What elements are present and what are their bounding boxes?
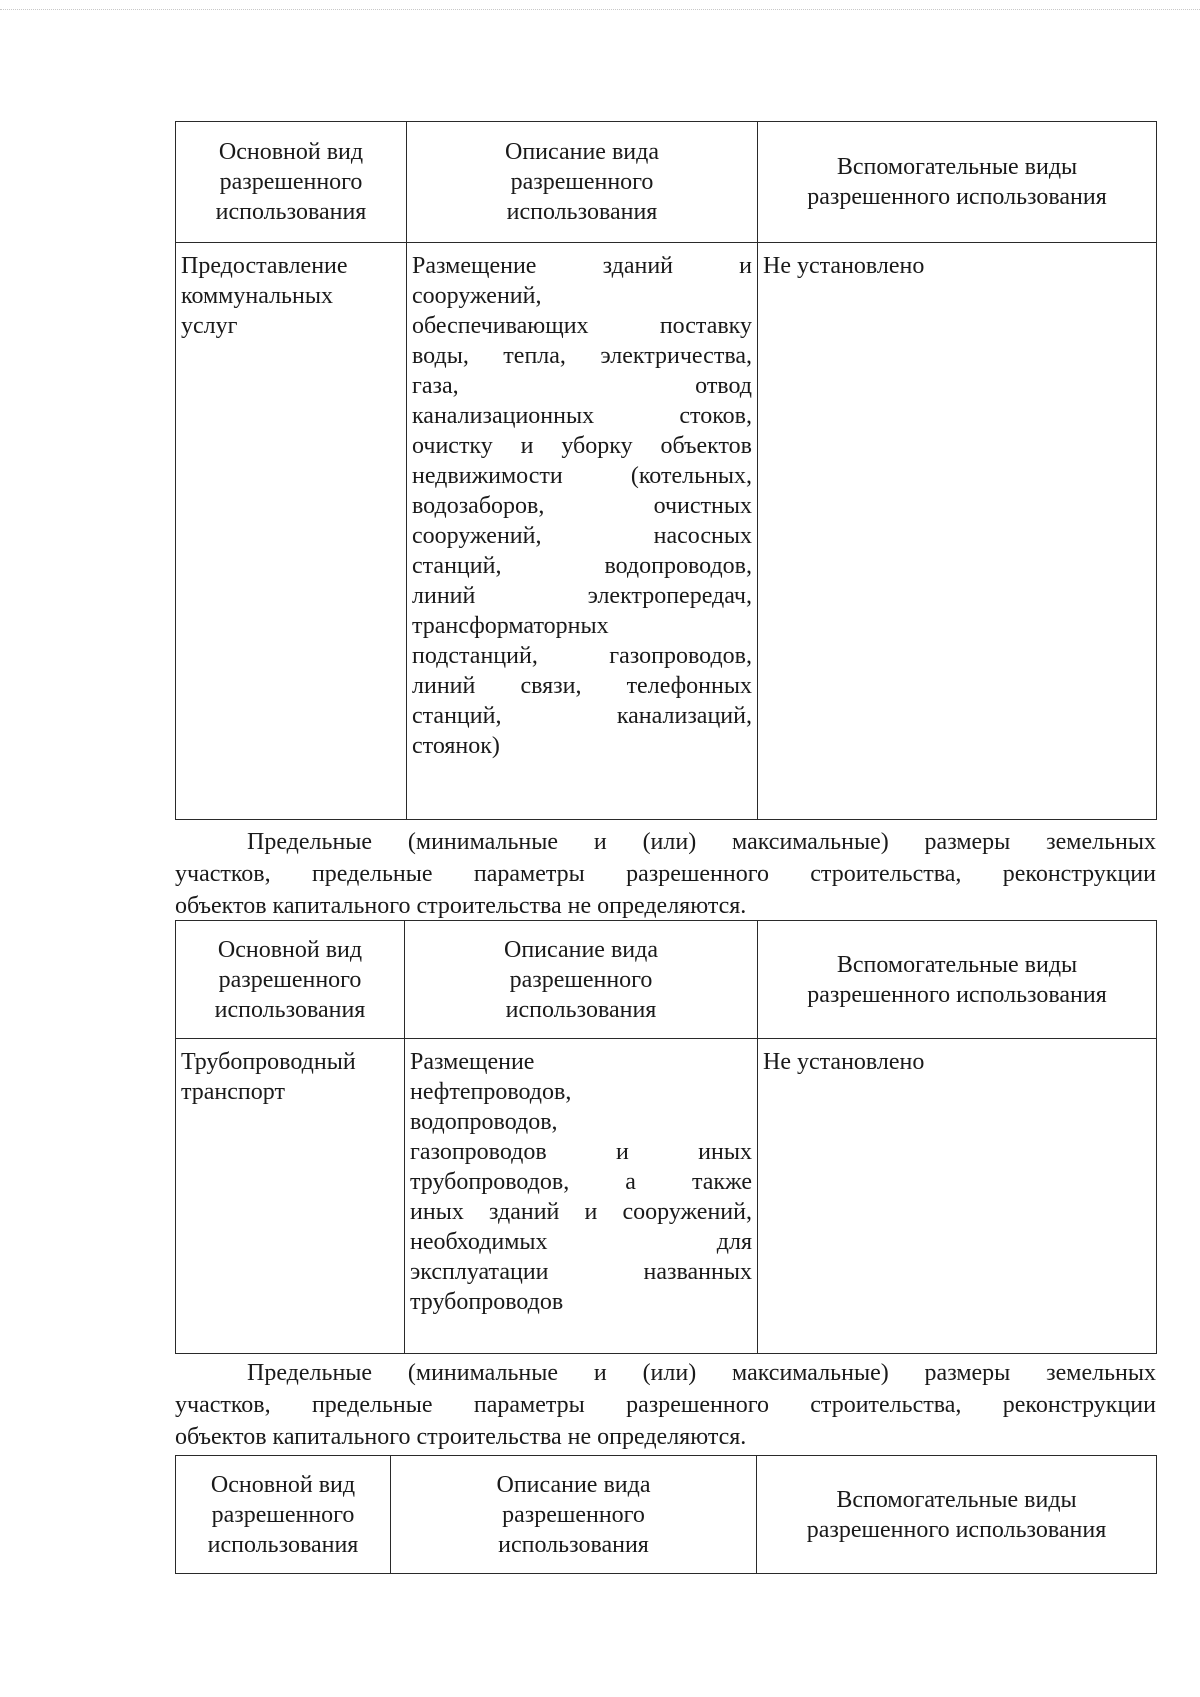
description-line: необходимых для bbox=[410, 1229, 752, 1255]
header-line: использования bbox=[506, 199, 658, 225]
header-main-use bbox=[176, 122, 407, 243]
description-line: нефтепроводов, bbox=[410, 1079, 572, 1105]
header-line: Основной вид bbox=[218, 139, 364, 165]
paragraph-line: участков, предельные параметры разрешенного строительства, реконструкции bbox=[175, 861, 1156, 887]
limits-paragraph bbox=[175, 1357, 1156, 1453]
header-line: использования bbox=[215, 199, 367, 225]
table-header-row bbox=[176, 122, 1157, 243]
description-line: газопроводов и иных bbox=[410, 1139, 752, 1165]
scan-edge-line bbox=[0, 9, 1200, 10]
header-line: Вспомогательные виды bbox=[836, 154, 1078, 180]
header-line: Основной вид bbox=[210, 1471, 356, 1498]
paragraph-line: Предельные (минимальные и (или) максимальные) размеры земельных bbox=[247, 829, 1156, 855]
description-line: трубопроводов, а также bbox=[410, 1169, 752, 1195]
header-main-use bbox=[176, 921, 405, 1039]
header-line: разрешенного использования bbox=[807, 981, 1107, 1008]
paragraph-line: объектов капитального строительства не определяются. bbox=[175, 1424, 747, 1450]
header-line: разрешенного bbox=[502, 1501, 645, 1528]
description-line: очистку и уборку объектов bbox=[412, 433, 752, 459]
header-auxiliary bbox=[757, 1456, 1157, 1574]
description-line: иных зданий и сооружений, bbox=[410, 1199, 752, 1225]
paragraph-line: участков, предельные параметры разрешенного строительства, реконструкции bbox=[175, 1392, 1156, 1418]
header-line: Вспомогательные виды bbox=[836, 951, 1078, 978]
header-line: Описание вида bbox=[505, 139, 659, 165]
table-header-row bbox=[176, 1456, 1157, 1574]
header-line: разрешенного использования bbox=[806, 1516, 1107, 1543]
header-description bbox=[391, 1456, 757, 1574]
header-line: разрешенного bbox=[219, 169, 363, 195]
zoning-table-3 bbox=[175, 1455, 1157, 1574]
description-cell bbox=[405, 1039, 758, 1354]
header-description bbox=[405, 921, 758, 1039]
description-line: сооружений, насосных bbox=[412, 523, 752, 549]
description-line: водопроводов, bbox=[410, 1109, 558, 1135]
main-use-line: Трубопроводный bbox=[181, 1049, 356, 1075]
header-line: использования bbox=[214, 996, 366, 1023]
description-line: станций, водопроводов, bbox=[412, 553, 752, 579]
header-line: разрешенного использования bbox=[807, 184, 1107, 210]
description-line: эксплуатации названных bbox=[410, 1259, 752, 1285]
main-use-cell bbox=[176, 1039, 405, 1354]
table-row bbox=[176, 1039, 1157, 1354]
description-line: канализационных стоков, bbox=[412, 403, 752, 429]
description-line: Размещение bbox=[410, 1049, 535, 1075]
main-use-cell bbox=[176, 243, 407, 820]
auxiliary-cell: Не установлено bbox=[758, 243, 1157, 820]
main-use-line: Предоставление bbox=[181, 253, 348, 279]
description-line: воды, тепла, электричества, bbox=[412, 343, 752, 369]
header-line: Описание вида bbox=[504, 936, 658, 963]
header-line: разрешенного bbox=[211, 1501, 355, 1528]
header-line: использования bbox=[505, 996, 657, 1023]
limits-paragraph bbox=[175, 826, 1156, 922]
description-line: Размещение зданий и bbox=[412, 253, 752, 279]
header-auxiliary bbox=[758, 122, 1157, 243]
description-line: трансформаторных bbox=[412, 613, 609, 639]
header-auxiliary bbox=[758, 921, 1157, 1039]
header-line: Вспомогательные виды bbox=[836, 1486, 1077, 1513]
description-line: линий электропередач, bbox=[412, 583, 752, 609]
description-line: сооружений, bbox=[412, 283, 542, 309]
table-row bbox=[176, 243, 1157, 820]
zoning-table-1 bbox=[175, 121, 1157, 820]
header-main-use bbox=[176, 1456, 391, 1574]
description-line: стоянок) bbox=[412, 733, 500, 759]
description-cell bbox=[407, 243, 758, 820]
description-line: линий связи, телефонных bbox=[412, 673, 752, 699]
description-line: обеспечивающих поставку bbox=[412, 313, 752, 339]
description-line: газа, отвод bbox=[412, 373, 752, 399]
description-line: недвижимости (котельных, bbox=[412, 463, 752, 489]
header-line: разрешенного bbox=[509, 966, 653, 993]
header-line: использования bbox=[498, 1531, 649, 1558]
main-use-line: транспорт bbox=[181, 1079, 285, 1105]
zoning-table-2 bbox=[175, 920, 1157, 1354]
description-line: трубопроводов bbox=[410, 1289, 564, 1315]
description-line: водозаборов, очистных bbox=[412, 493, 752, 519]
header-line: Основной вид bbox=[217, 936, 363, 963]
paragraph-line: Предельные (минимальные и (или) максимальные) размеры земельных bbox=[247, 1360, 1156, 1386]
header-line: разрешенного bbox=[218, 966, 362, 993]
main-use-line: услуг bbox=[181, 313, 238, 339]
main-use-line: коммунальных bbox=[181, 283, 333, 309]
description-line: подстанций, газопроводов, bbox=[412, 643, 752, 669]
header-line: Описание вида bbox=[496, 1471, 651, 1498]
header-description bbox=[407, 122, 758, 243]
paragraph-line: объектов капитального строительства не определяются. bbox=[175, 893, 747, 919]
table-header-row bbox=[176, 921, 1157, 1039]
header-line: разрешенного bbox=[510, 169, 654, 195]
description-line: станций, канализаций, bbox=[412, 703, 752, 729]
header-line: использования bbox=[207, 1531, 359, 1558]
auxiliary-cell: Не установлено bbox=[758, 1039, 1157, 1354]
